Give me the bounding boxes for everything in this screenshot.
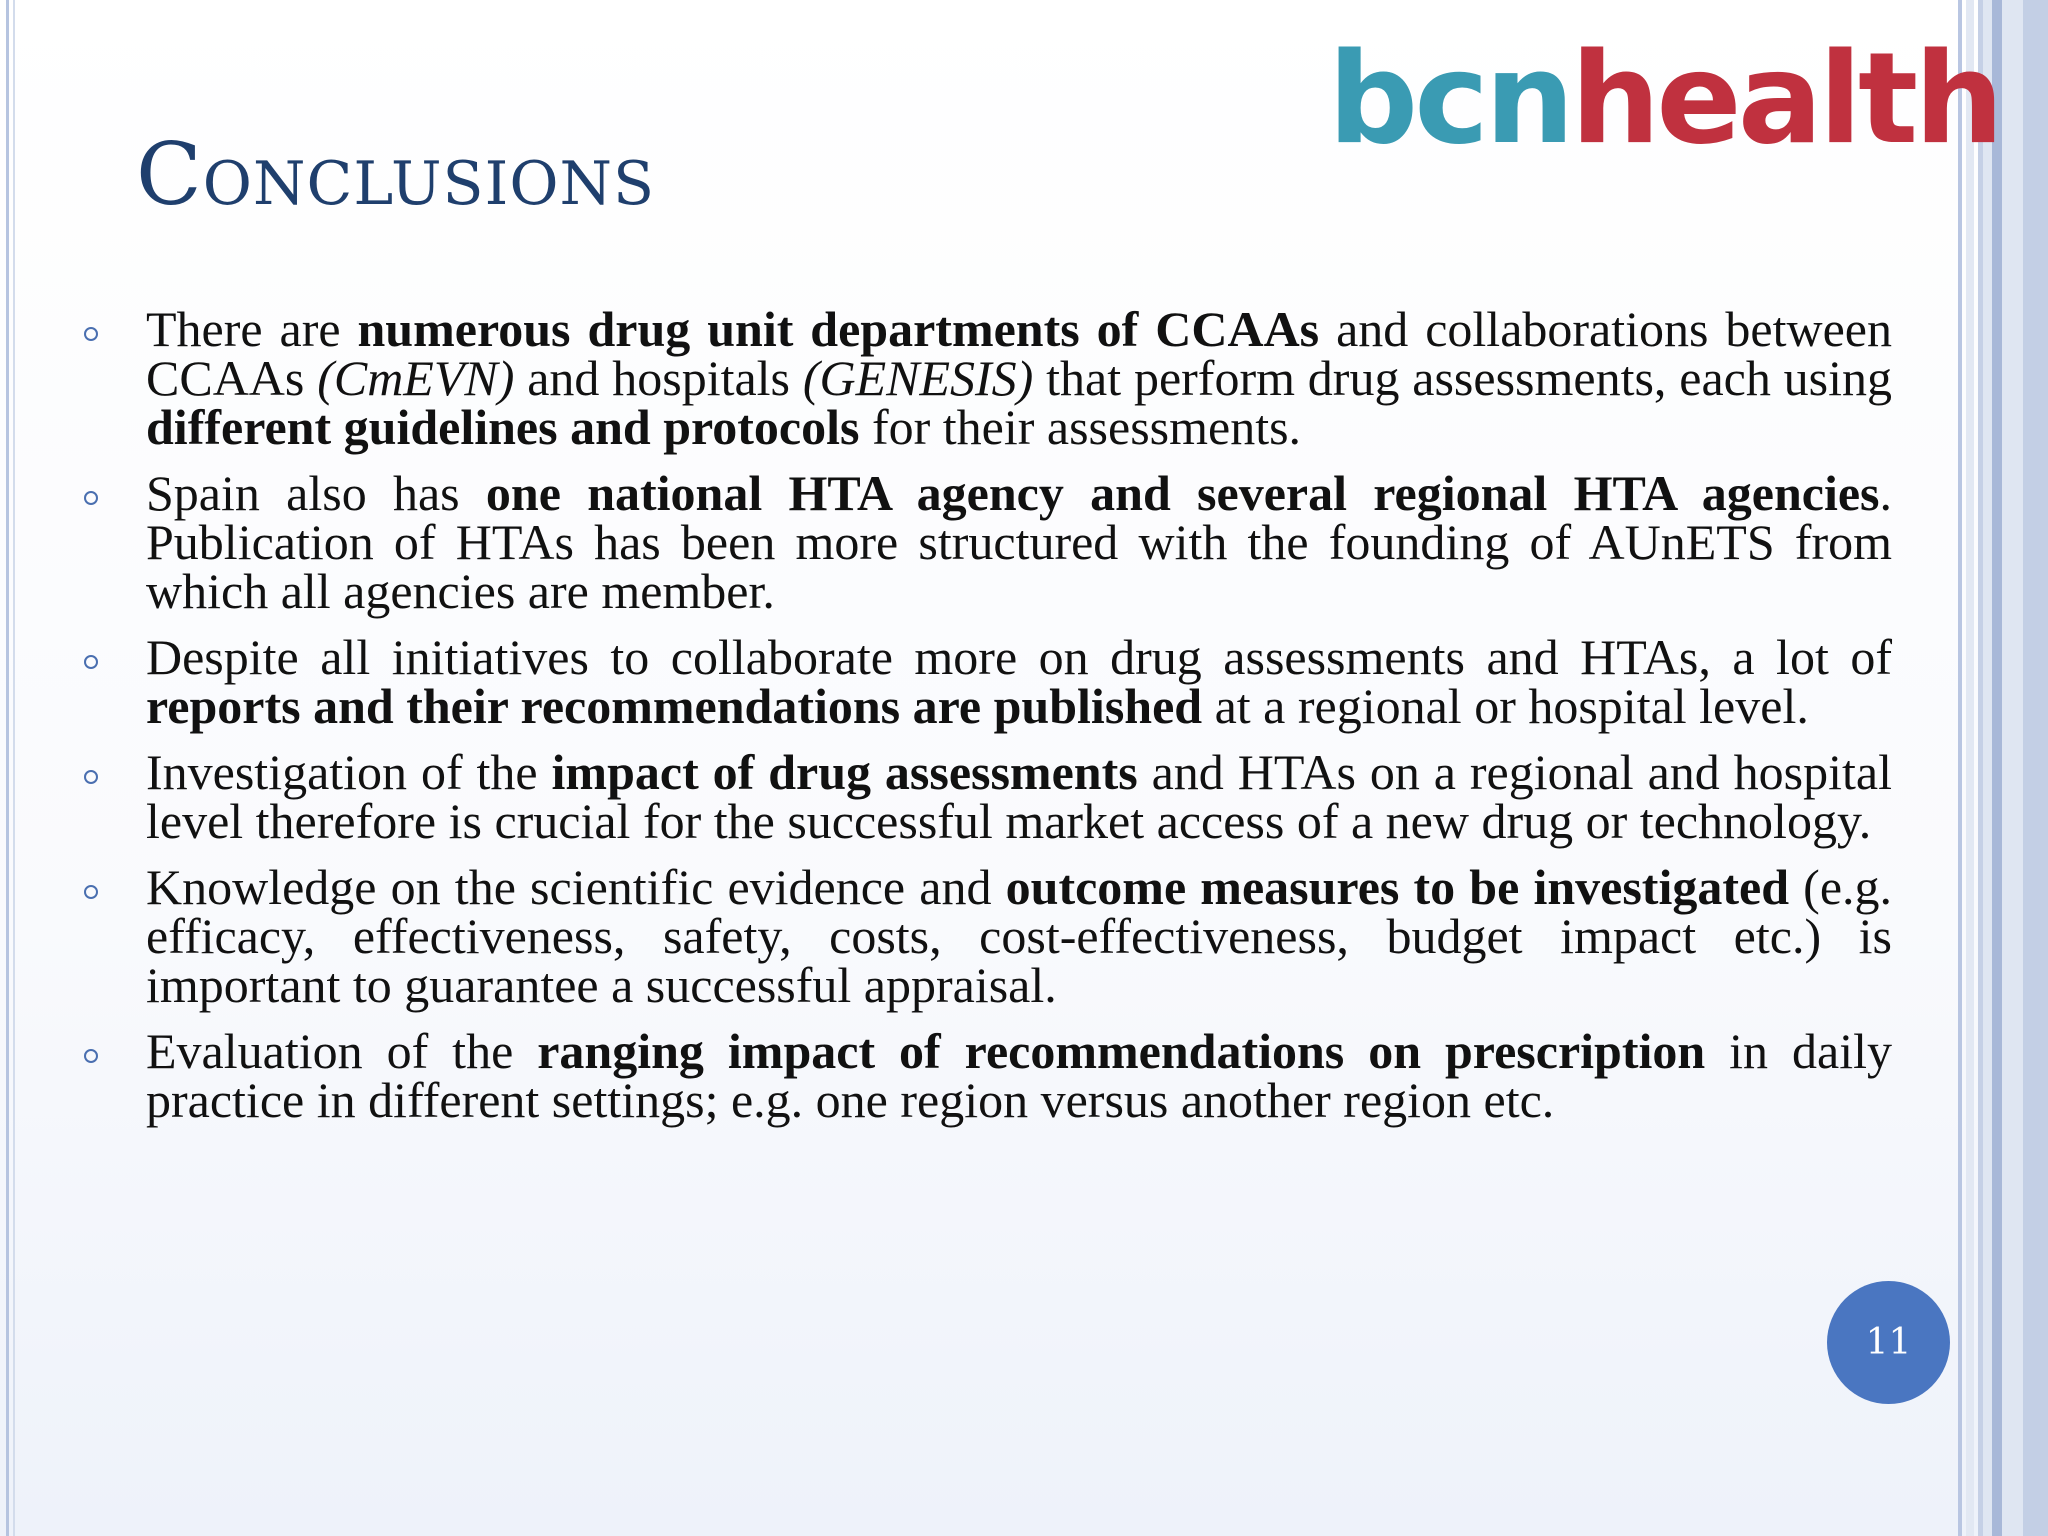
right-decor-stripe <box>1966 0 1974 1536</box>
bullet-item <box>76 859 1893 1013</box>
bold-text: different guidelines and protocols <box>146 399 860 455</box>
right-decor-stripe <box>2023 0 2048 1536</box>
left-border-line <box>6 0 9 1536</box>
bullet-text <box>146 744 1892 849</box>
page-number-badge <box>1827 1281 1950 1404</box>
conclusions-list <box>76 301 1893 1142</box>
bullet-text <box>146 859 1892 1013</box>
bullet-circle-icon <box>84 770 98 784</box>
plain-text: . Publication of HTAs has been more structured with the founding of AUnETS from which all agencies are member. <box>146 465 1892 619</box>
bold-text: numerous drug unit departments of CCAAs <box>357 301 1320 357</box>
italic-text: (GENESIS) <box>802 350 1034 406</box>
plain-text: and hospitals <box>514 350 803 406</box>
plain-text: Investigation of the <box>146 744 552 800</box>
bullet-circle-icon <box>84 1049 98 1063</box>
logo-health-text: health <box>1570 25 2000 172</box>
bcnhealth-logo <box>1328 25 2000 172</box>
bullet-item <box>76 301 1892 455</box>
bullet-item <box>76 1023 1892 1128</box>
logo-bcn-text: bcn <box>1328 25 1571 172</box>
left-border-line-inner <box>13 0 15 1536</box>
plain-text: Spain also has <box>146 465 486 521</box>
bullet-circle-icon <box>84 655 98 669</box>
plain-text: Evaluation of the <box>146 1023 538 1079</box>
plain-text: for their assessments. <box>859 399 1302 455</box>
bullet-text <box>146 1023 1892 1128</box>
plain-text: There are <box>146 301 358 357</box>
plain-text: Despite all initiatives to collaborate more on drug assessments and HTAs, a lot of <box>146 629 1892 685</box>
plain-text: and collaborations between CCAAs <box>146 301 1892 406</box>
right-decor-stripe <box>1958 0 1962 1536</box>
bold-text: ranging impact of recommendations on prescription <box>537 1023 1706 1079</box>
plain-text: and HTAs on a regional and hospital level therefore is crucial for the successful market access of a new drug or technology. <box>146 744 1893 849</box>
bullet-item <box>76 465 1892 619</box>
plain-text: Knowledge on the scientific evidence and <box>146 859 1006 915</box>
bullet-item <box>76 744 1893 849</box>
bullet-item <box>76 629 1892 734</box>
plain-text: that perform drug assessments, each using <box>1033 350 1892 406</box>
bullet-text <box>146 629 1892 734</box>
plain-text: (e.g. efficacy, effectiveness, safety, costs, cost-effectiveness, budget impact etc.) is important to guarantee a successful appraisal. <box>146 859 1893 1013</box>
plain-text: at a regional or hospital level. <box>1202 678 1809 734</box>
bold-text: impact of drug assessments <box>551 744 1138 800</box>
plain-text: in daily practice in different settings; e.g. one region versus another region etc. <box>146 1023 1892 1128</box>
right-decor-stripe <box>1992 0 2002 1536</box>
italic-text: (CmEVN) <box>317 350 515 406</box>
bullet-circle-icon <box>84 885 98 899</box>
page-number-text: 11 <box>1865 1322 1912 1363</box>
bold-text: one national HTA agency and several regional HTA agencies <box>485 465 1880 521</box>
slide-title: Conclusions <box>136 125 656 225</box>
bullet-text <box>146 301 1892 455</box>
bold-text: reports and their recommendations are published <box>146 678 1203 734</box>
bullet-circle-icon <box>84 491 98 505</box>
bullet-circle-icon <box>84 327 98 341</box>
bold-text: outcome measures to be investigated <box>1005 859 1790 915</box>
right-decor-stripe <box>1983 0 2023 1536</box>
bullet-text <box>146 465 1892 619</box>
